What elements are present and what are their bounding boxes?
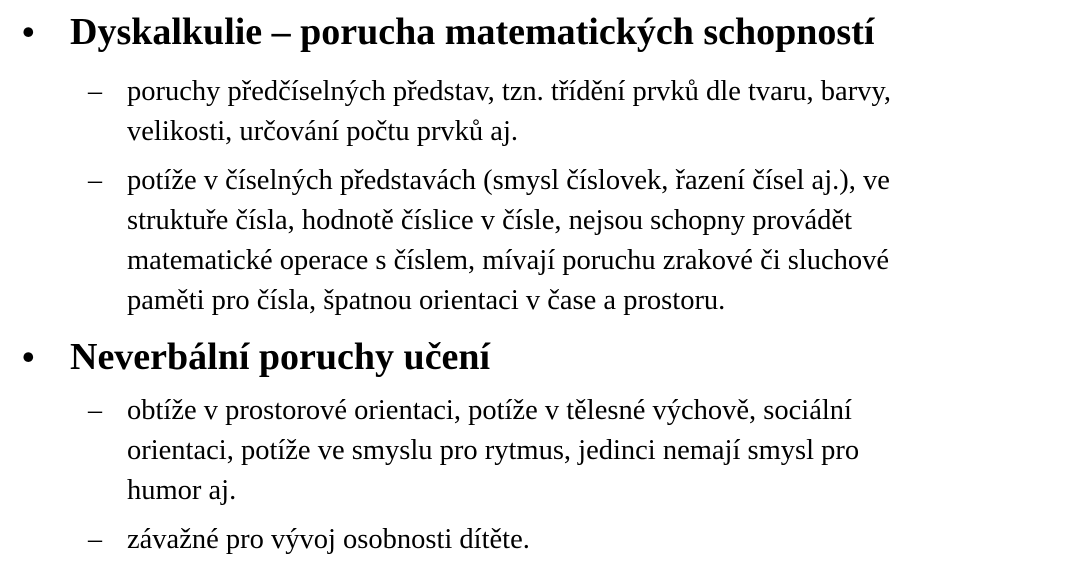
sub-list — [0, 391, 1078, 560]
dash-icon: – — [88, 165, 102, 196]
dash-icon: – — [88, 395, 102, 426]
section-neverbalni — [0, 333, 1078, 560]
item-text-line: orientaci, potíže ve smyslu pro rytmus, jedinci nemají smysl pro — [127, 435, 860, 466]
item-text-line: velikosti, určování počtu prvků aj. — [127, 116, 518, 147]
list-item — [0, 72, 1047, 152]
item-text-line: poruchy předčíselných představ, tzn. třídění prvků dle tvaru, barvy, — [127, 76, 891, 107]
section-dyskalkulie — [0, 8, 1078, 321]
item-text-line: závažné pro vývoj osobnosti dítěte. — [127, 524, 530, 555]
item-text-line: obtíže v prostorové orientaci, potíže v tělesné výchově, sociální — [127, 395, 852, 426]
item-text-line: matematické operace s číslem, mívají poruchu zrakové či sluchové — [127, 245, 890, 276]
list-item — [0, 520, 1047, 560]
item-text-line: struktuře čísla, hodnotě číslice v čísle, nejsou schopny provádět — [127, 205, 852, 236]
item-text-line: humor aj. — [127, 475, 237, 506]
dash-icon: – — [88, 524, 102, 555]
dash-icon: – — [88, 76, 102, 107]
bullet-row — [0, 8, 1078, 56]
bullet-icon: • — [22, 12, 35, 52]
list-item — [0, 161, 1047, 321]
item-text-line: potíže v číselných představách (smysl číslovek, řazení čísel aj.), ve — [127, 165, 890, 196]
bullet-icon: • — [22, 337, 35, 377]
section-heading: Neverbální poruchy učení — [70, 336, 491, 378]
list-item — [0, 391, 1047, 511]
sub-list — [0, 72, 1078, 321]
item-text-line: paměti pro čísla, špatnou orientaci v čase a prostoru. — [127, 285, 726, 316]
section-heading: Dyskalkulie – porucha matematických schopností — [70, 11, 875, 53]
bullet-row — [0, 333, 1078, 381]
